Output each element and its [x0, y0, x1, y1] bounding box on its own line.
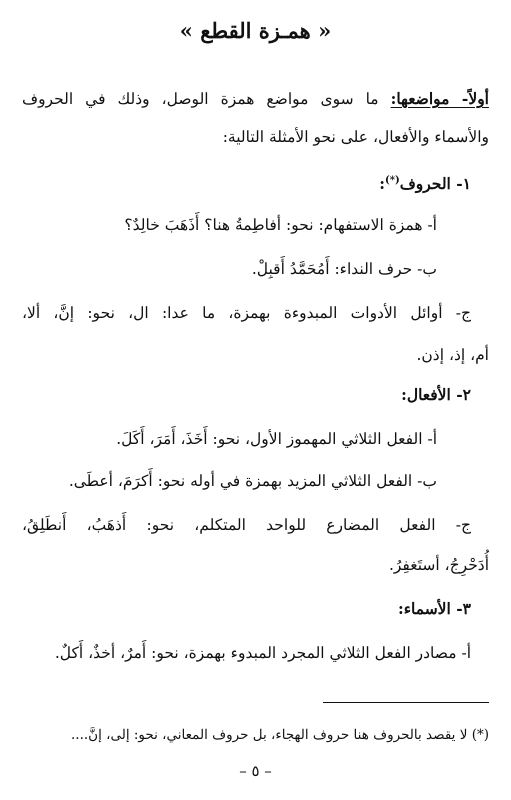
page-number: – ٥ –	[239, 762, 272, 780]
verbs-item-a: أ- الفعل الثلاثي المهموز الأول، نحو: أَخَذَ، أَمَرَ، أَكَلَ.	[116, 430, 437, 448]
intro-text-1: ما سوى مواضع همزة الوصل، وذلك في الحروف	[22, 90, 391, 108]
section-heading-nouns: ٣- الأسماء:	[398, 599, 471, 618]
footnote-marker: (*)	[385, 175, 400, 186]
verbs-item-c-line-1: ج- الفعل المضارع للواحد المتكلم، نحو: أَذهَبُ، أَنطَلِقُ،	[22, 516, 471, 534]
nouns-item-a: أ- مصادر الفعل الثلاثي المجرد المبدوء بهمزة، نحو: أَمرٌ، أخذٌ، أَكلٌ.	[54, 644, 471, 662]
letters-heading-text: ١- الحروف	[399, 174, 471, 194]
section-heading-verbs: ٢- الأفعال:	[401, 385, 471, 404]
letters-item-c-line-1: ج- أوائل الأدوات المبدوءة بهمزة، ما عدا: ال، نحو: إنَّ، ألا،	[22, 304, 471, 322]
section-heading-letters	[22, 168, 471, 197]
letters-heading-colon: :	[379, 174, 385, 194]
verbs-item-c-line-2: أُدَحْرِجُ، أستَغفِرُ.	[388, 556, 489, 574]
intro-line-2: والأسماء والأفعال، على نحو الأمثلة التالية:	[222, 128, 489, 146]
verbs-item-b: ب- الفعل الثلاثي المزيد بهمزة في أوله نحو: أَكرَمَ، أعطَى.	[68, 472, 437, 490]
footnote: (*) لا يقصد بالحروف هنا حروف الهجاء، بل حروف المعاني، نحو: إلى، إنَّ....	[71, 727, 489, 743]
letters-item-b: ب- حرف النداء: أَمُحَمَّدُ أَقبِلْ.	[251, 260, 437, 278]
intro-heading: أولاً- مواضعها:	[390, 89, 489, 108]
page-title: « همـزة القطع »	[179, 18, 332, 43]
letters-item-a: أ- همزة الاستفهام: نحو: أفاطِمةُ هنا؟ أَذَهَبَ خالِدٌ؟	[124, 216, 437, 234]
letters-item-c-line-2: أم، إذ، إذن.	[416, 346, 489, 364]
footnote-divider	[323, 702, 489, 703]
intro-line-1	[22, 86, 489, 112]
